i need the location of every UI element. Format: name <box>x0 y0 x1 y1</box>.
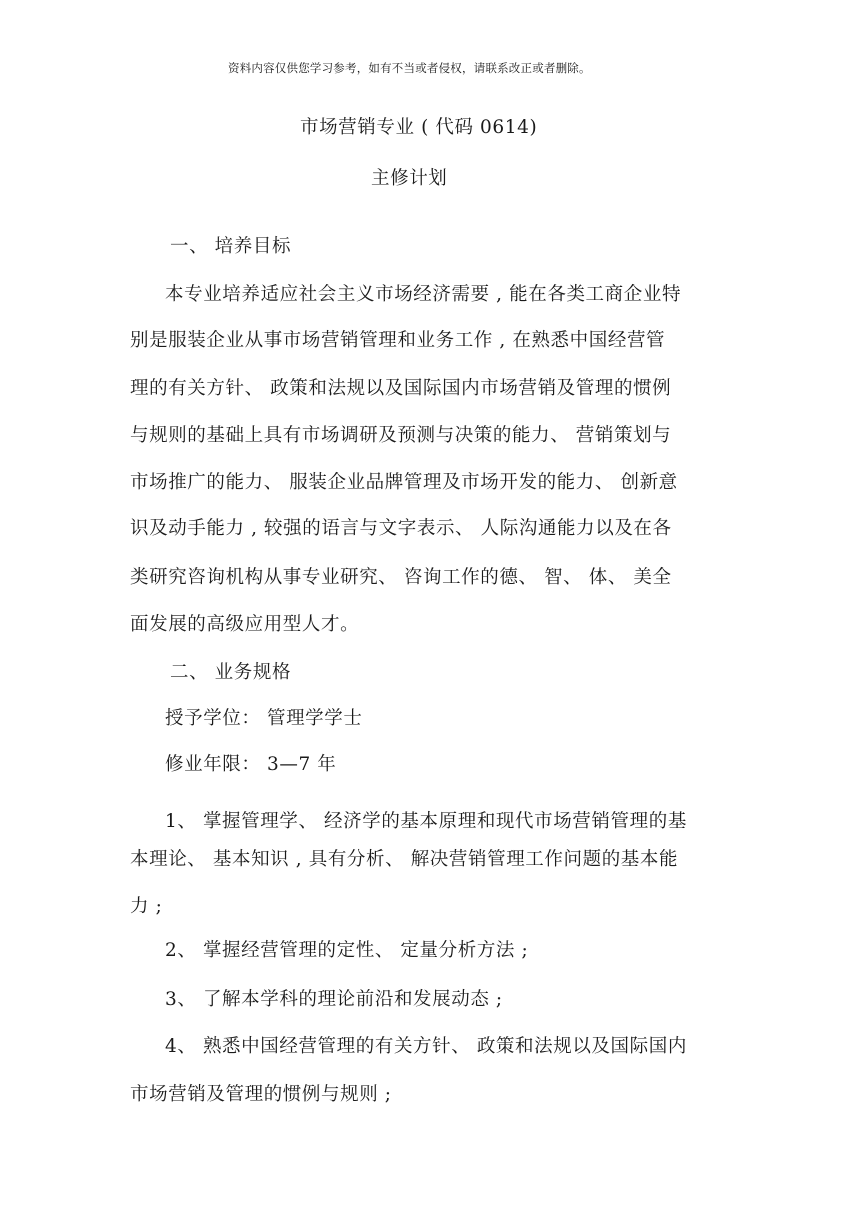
degree-line: 授予学位： 管理学学士 <box>165 708 363 729</box>
list-item: 本理论、 基本知识 , 具有分析、 解决营销管理工作问题的基本能 <box>130 849 679 870</box>
paragraph-line: 与规则的基础上具有市场调研及预测与决策的能力、 营销策划与 <box>130 425 672 446</box>
header-note: 资料内容仅供您学习参考，如有不当或者侵权，请联系改正或者删除。 <box>228 61 591 75</box>
section-heading-training-goal: 一、 培养目标 <box>170 236 292 257</box>
section-heading-business-spec: 二、 业务规格 <box>170 662 292 683</box>
paragraph-line: 本专业培养适应社会主义市场经济需要 , 能在各类工商企业特 <box>165 284 682 305</box>
paragraph-line: 类研究咨询机构从事专业研究、 咨询工作的德、 智、 体、 美全 <box>130 567 672 588</box>
list-item: 市场营销及管理的惯例与规则 ; <box>130 1084 392 1105</box>
paragraph-line: 市场推广的能力、 服装企业品牌管理及市场开发的能力、 创新意 <box>130 472 678 493</box>
list-item: 2、 掌握经营管理的定性、 定量分析方法 ; <box>165 940 529 961</box>
paragraph-line: 识及动手能力 , 较强的语言与文字表示、 人际沟通能力以及在各 <box>130 518 672 539</box>
list-item: 1、 掌握管理学、 经济学的基本原理和现代市场营销管理的基 <box>165 811 687 832</box>
paragraph-line: 理的有关方针、 政策和法规以及国际国内市场营销及管理的惯例 <box>130 378 672 399</box>
list-item: 3、 了解本学科的理论前沿和发展动态 ; <box>165 989 503 1010</box>
paragraph-line: 别是服装企业从事市场营销管理和业务工作 , 在熟悉中国经营管 <box>130 330 666 351</box>
list-item: 力 ; <box>130 896 163 917</box>
document-title: 市场营销专业 ( 代码 0614) <box>300 117 538 138</box>
document-subtitle: 主修计划 <box>371 168 448 189</box>
paragraph-line: 面发展的高级应用型人才。 <box>130 614 360 635</box>
list-item: 4、 熟悉中国经营管理的有关方针、 政策和法规以及国际国内 <box>165 1036 687 1057</box>
years-line: 修业年限： 3—7 年 <box>165 754 337 775</box>
